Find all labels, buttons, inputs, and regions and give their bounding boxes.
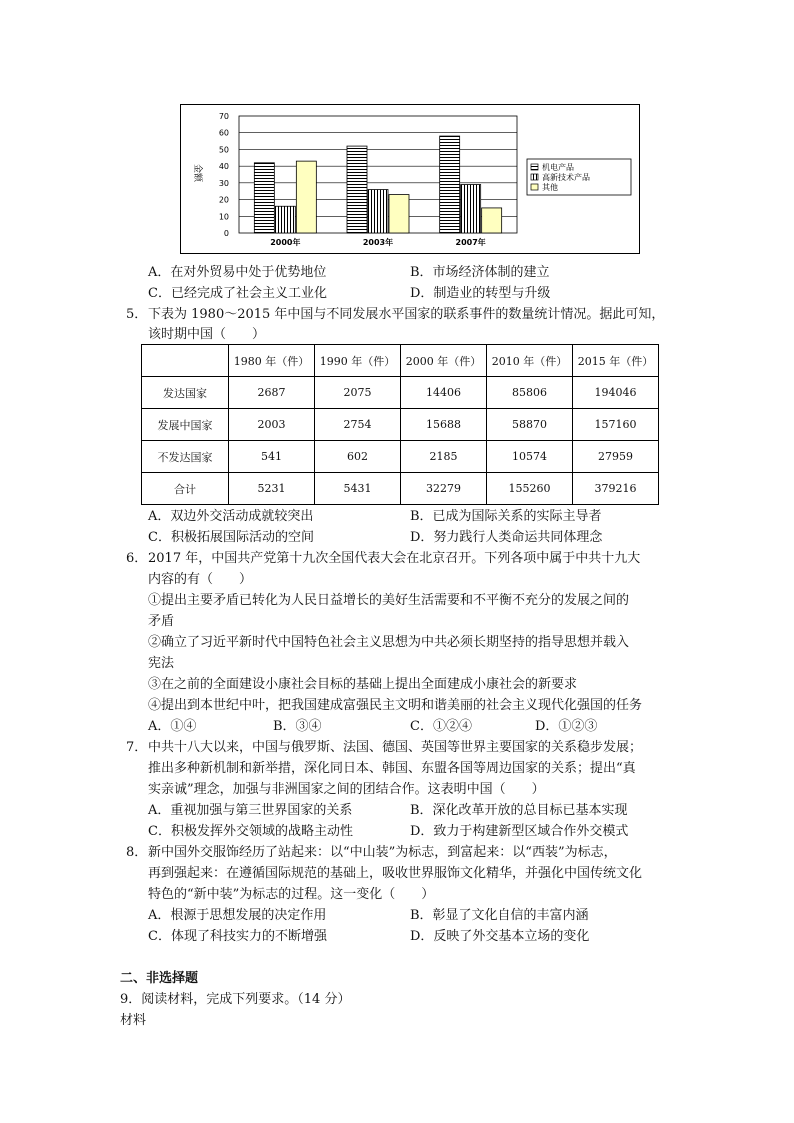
table-cell: 27959 xyxy=(573,441,659,473)
table-header-cell: 2000 年（件） xyxy=(401,345,487,377)
q5-option-a: A．双边外交活动成就较突出 xyxy=(148,509,314,524)
q7-stem-line2: 推出多种新机制和新举措，深化同日本、韩国、东盟各国等周边国家的关系；提出“真 xyxy=(148,761,636,776)
table-row xyxy=(142,377,659,409)
table-cell: 85806 xyxy=(487,377,573,409)
bar xyxy=(275,206,295,233)
x-tick-label: 2007年 xyxy=(455,238,486,247)
q5-option-c: C．积极拓展国际活动的空间 xyxy=(148,530,314,545)
table-row xyxy=(142,473,659,505)
y-axis-label: 金额 xyxy=(192,163,202,183)
q5-number: 5． xyxy=(126,307,148,322)
table-cell: 2003 xyxy=(229,409,315,441)
table-cell: 2185 xyxy=(401,441,487,473)
legend-swatch xyxy=(531,184,538,190)
y-tick-label: 0 xyxy=(223,229,229,238)
q7-option-c: C．积极发挥外交领域的战略主动性 xyxy=(148,824,353,839)
table-cell: 155260 xyxy=(487,473,573,505)
q6-stem-line1: 2017 年，中国共产党第十九次全国代表大会在北京召开。下列各项中属于中共十九大 xyxy=(148,551,641,566)
table-cell: 发展中国家 xyxy=(142,409,229,441)
q8-option-a: A．根源于思想发展的决定作用 xyxy=(148,908,327,923)
q6-number: 6． xyxy=(126,551,148,566)
bar xyxy=(347,146,367,233)
table-header-cell: 1980 年（件） xyxy=(229,345,315,377)
bar xyxy=(254,163,274,233)
q9-material-label: 材料 xyxy=(120,1013,147,1028)
table-cell: 194046 xyxy=(573,377,659,409)
q7-option-b: B．深化改革开放的总目标已基本实现 xyxy=(410,803,628,818)
x-tick-label: 2003年 xyxy=(362,238,394,247)
q8-number: 8． xyxy=(126,845,148,860)
q6-item1-line2: 矛盾 xyxy=(148,614,175,629)
q6-option-d: D．①②③ xyxy=(535,719,598,734)
q5-stem-line2: 该时期中国（ ） xyxy=(148,327,266,342)
q8-option-d: D．反映了外交基本立场的变化 xyxy=(410,929,590,944)
y-tick-label: 70 xyxy=(218,112,229,121)
x-tick-label: 2000年 xyxy=(270,238,301,247)
bar xyxy=(482,208,502,233)
table-cell: 2687 xyxy=(229,377,315,409)
q8-stem-line1: 新中国外交服饰经历了站起来：以“中山装”为标志，到富起来：以“西装”为标志， xyxy=(148,845,617,860)
y-tick-label: 40 xyxy=(218,162,229,172)
table-cell: 2075 xyxy=(315,377,401,409)
bar xyxy=(296,161,316,233)
y-tick-label: 20 xyxy=(218,195,229,205)
q7-number: 7． xyxy=(126,740,148,755)
table-header-cell xyxy=(142,345,229,377)
y-tick-label: 60 xyxy=(218,128,229,138)
q4-option-c: C．已经完成了社会主义工业化 xyxy=(148,286,327,301)
table-cell: 合计 xyxy=(142,473,229,505)
q6-option-a: A．①④ xyxy=(148,719,197,734)
bar xyxy=(389,195,409,233)
y-tick-label: 30 xyxy=(218,178,229,188)
bar xyxy=(440,136,460,233)
q6-item2-line2: 宪法 xyxy=(148,656,175,671)
y-tick-label: 50 xyxy=(218,145,229,155)
table-cell: 5231 xyxy=(229,473,315,505)
table-header-row xyxy=(142,345,659,377)
q8-stem-line3: 特色的“新中装”为标志的过程。这一变化（ ） xyxy=(148,887,435,902)
q5-option-d: D．努力践行人类命运共同体理念 xyxy=(410,530,603,545)
table-cell: 541 xyxy=(229,441,315,473)
y-tick-label: 10 xyxy=(218,212,229,222)
table-header-cell: 2015 年（件） xyxy=(573,345,659,377)
table-cell: 58870 xyxy=(487,409,573,441)
q7-stem-line1: 中共十八大以来，中国与俄罗斯、法国、德国、英国等世界主要国家的关系稳步发展； xyxy=(148,740,643,755)
legend-label: 机电产品 xyxy=(542,163,574,172)
table-header-cell: 1990 年（件） xyxy=(315,345,401,377)
q5-option-b: B．已成为国际关系的实际主导者 xyxy=(410,509,602,524)
table-cell: 发达国家 xyxy=(142,377,229,409)
q4-option-b: B．市场经济体制的建立 xyxy=(410,265,550,280)
table-cell: 5431 xyxy=(315,473,401,505)
legend-label: 高新技术产品 xyxy=(542,173,590,182)
bar xyxy=(461,185,481,233)
q6-item4: ④提出到本世纪中叶，把我国建成富强民主文明和谐美丽的社会主义现代化强国的任务 xyxy=(148,698,643,713)
table-cell: 157160 xyxy=(573,409,659,441)
section-title: 二、非选择题 xyxy=(120,971,199,986)
table-cell: 10574 xyxy=(487,441,573,473)
table-cell: 14406 xyxy=(401,377,487,409)
q4-option-d: D．制造业的转型与升级 xyxy=(410,286,551,301)
bar-chart xyxy=(180,104,640,254)
table-cell: 602 xyxy=(315,441,401,473)
table-cell: 15688 xyxy=(401,409,487,441)
q7-option-d: D．致力于构建新型区域合作外交模式 xyxy=(410,824,629,839)
q8-option-b: B．彰显了文化自信的丰富内涵 xyxy=(410,908,589,923)
legend-label: 其他 xyxy=(542,183,558,192)
q4-option-a: A．在对外贸易中处于优势地位 xyxy=(148,265,327,280)
q6-option-b: B．③④ xyxy=(273,719,322,734)
q7-stem-line3: 实亲诚”理念，加强与非洲国家之间的团结合作。这表明中国（ ） xyxy=(148,782,545,797)
q6-item3: ③在之前的全面建设小康社会目标的基础上提出全面建成小康社会的新要求 xyxy=(148,677,578,692)
q6-stem-line2: 内容的有（ ） xyxy=(148,572,253,587)
q5-data-table xyxy=(141,344,659,505)
legend-swatch xyxy=(531,174,538,180)
table-row xyxy=(142,409,659,441)
bar-chart-svg xyxy=(181,105,639,253)
q6-item2-line1: ②确立了习近平新时代中国特色社会主义思想为中共必须长期坚持的指导思想并载入 xyxy=(148,635,630,650)
table-cell: 379216 xyxy=(573,473,659,505)
q8-stem-line2: 再到强起来：在遵循国际规范的基础上，吸收世界服饰文化精华，并强化中国传统文化 xyxy=(148,866,643,881)
q6-item1-line1: ①提出主要矛盾已转化为人民日益增长的美好生活需要和不平衡不充分的发展之间的 xyxy=(148,593,630,608)
table-cell: 2754 xyxy=(315,409,401,441)
q5-stem-line1: 下表为 1980～2015 年中国与不同发展水平国家的联系事件的数量统计情况。据此可知， xyxy=(148,307,665,322)
table-header-cell: 2010 年（件） xyxy=(487,345,573,377)
bar xyxy=(368,190,388,233)
table-cell: 32279 xyxy=(401,473,487,505)
table-cell: 不发达国家 xyxy=(142,441,229,473)
legend-swatch xyxy=(531,164,538,170)
q6-option-c: C．①②④ xyxy=(410,719,472,734)
q9-stem: 9．阅读材料，完成下列要求。（14 分） xyxy=(120,992,351,1007)
q7-option-a: A．重视加强与第三世界国家的关系 xyxy=(148,803,353,818)
table-row xyxy=(142,441,659,473)
q8-option-c: C．体现了科技实力的不断增强 xyxy=(148,929,327,944)
